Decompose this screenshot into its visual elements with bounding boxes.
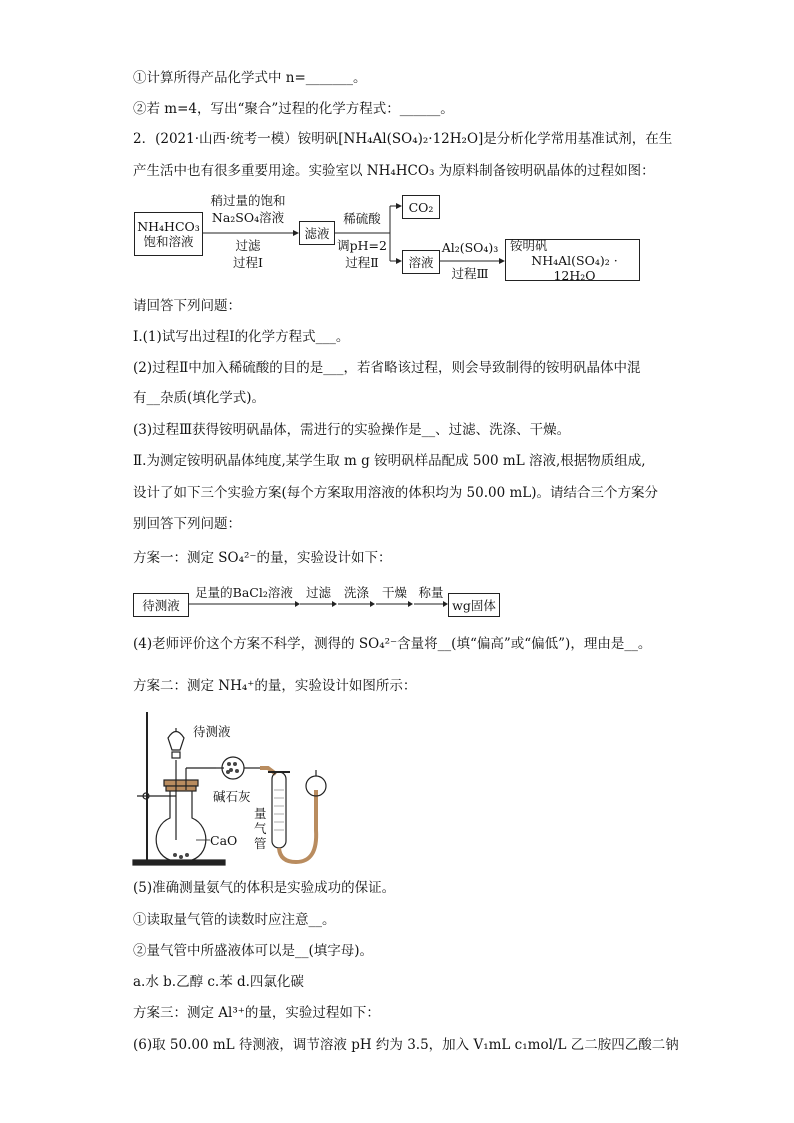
- start-material-formula: NH₄HCO₃: [137, 219, 200, 234]
- section-2-intro-c: 别回答下列问题：: [133, 516, 241, 532]
- question-part-5-1: ①读取量气管的读数时应注意__。: [133, 912, 336, 928]
- question-part-5-2: ②量气管中所盛液体可以是__(填字母)。: [133, 943, 374, 959]
- question-part-4: (4)老师评价这个方案不科学，测得的 SO₄²⁻含量将__(填“偏高”或“偏低”)，理由是__。: [133, 636, 652, 652]
- step-weigh: 称量: [418, 585, 444, 600]
- step-dry: 干燥: [381, 585, 407, 600]
- step-filter: 过滤: [305, 585, 331, 600]
- plan-2-title: 方案二：测定 NH₄⁺的量，实验设计如图所示：: [133, 678, 417, 694]
- product-name: 铵明矾: [510, 237, 548, 253]
- label-sample: 待测液: [193, 724, 231, 739]
- solid-result-box: wg固体: [448, 593, 500, 617]
- section-2-intro-b: 设计了如下三个实验方案(每个方案取用溶液的体积均为 50.00 mL)。请结合三个方案分: [133, 485, 659, 501]
- reagent-2: 稀硫酸: [343, 211, 381, 226]
- label-gas-tube-1: 量: [254, 806, 267, 821]
- step-2-op: 调pH=2: [337, 238, 387, 253]
- step-2-name: 过程Ⅱ: [345, 255, 379, 270]
- reagent-1-line-1: 稍过量的饱和: [210, 193, 286, 208]
- question-part-2-b: 有__杂质(填化学式)。: [133, 390, 266, 406]
- product-formula: NH₄Al(SO₄)₂ · 12H₂O: [531, 252, 618, 283]
- sample-box: 待测液: [133, 593, 189, 617]
- solution-box: 溶液: [402, 250, 440, 274]
- question-part-1: Ⅰ.(1)试写出过程Ⅰ的化学方程式___。: [133, 329, 350, 345]
- question-part-5: (5)准确测量氨气的体积是实验成功的保证。: [133, 880, 396, 896]
- question-prompt: 请回答下列问题：: [133, 298, 241, 314]
- label-cao: CaO: [210, 833, 238, 848]
- label-gas-tube-2: 气: [254, 821, 267, 836]
- section-2-intro-a: Ⅱ.为测定铵明矾晶体纯度,某学生取 m g 铵明矾样品配成 500 mL 溶液,根据物质组成,: [133, 453, 646, 469]
- question-part-2-a: (2)过程Ⅱ中加入稀硫酸的目的是___，若省略该过程，则会导致制得的铵明矾晶体中混: [133, 360, 641, 376]
- label-soda-lime: 碱石灰: [213, 789, 251, 804]
- question-part-3: (3)过程Ⅲ获得铵明矾晶体，需进行的实验操作是__、过滤、洗涤、干燥。: [133, 422, 571, 438]
- plan-1-title: 方案一：测定 SO₄²⁻的量，实验设计如下：: [133, 550, 392, 566]
- question-header: 2．(2021·山西·统考一模）铵明矾[NH₄Al(SO₄)₂·12H₂O]是分析化学常用基准试剂，在生: [133, 131, 673, 147]
- label-gas-tube-3: 管: [254, 836, 267, 851]
- reagent-1-line-2: Na₂SO₄溶液: [211, 210, 285, 225]
- co2-box: CO₂: [402, 195, 440, 219]
- step-wash: 洗涤: [343, 585, 369, 600]
- question-intro: 产生活中也有很多重要用途。实验室以 NH₄HCO₃ 为原料制备铵明矾晶体的过程如图：: [133, 163, 655, 179]
- start-material-desc: 饱和溶液: [143, 234, 194, 249]
- reagent-3: Al₂(SO₄)₃: [441, 240, 499, 255]
- filtrate-box: 滤液: [299, 221, 335, 245]
- question-line-2: ②若 m=4，写出“聚合”过程的化学方程式：______。: [133, 101, 454, 117]
- step-1-op: 过滤: [235, 238, 261, 253]
- step-3-name: 过程Ⅲ: [451, 266, 489, 281]
- plan-3-title: 方案三：测定 Al³⁺的量，实验过程如下：: [133, 1005, 380, 1021]
- answer-options: a.水 b.乙醇 c.苯 d.四氯化碳: [133, 974, 304, 990]
- question-part-6: (6)取 50.00 mL 待测液，调节溶液 pH 约为 3.5，加入 V₁mL c₁mol/L 乙二胺四乙酸二钠: [133, 1037, 679, 1053]
- question-line-1: ①计算所得产品化学式中 n=_______。: [133, 70, 367, 86]
- step-add-bacl2: 足量的BaCl₂溶液: [195, 585, 293, 600]
- step-1-name: 过程Ⅰ: [233, 255, 263, 270]
